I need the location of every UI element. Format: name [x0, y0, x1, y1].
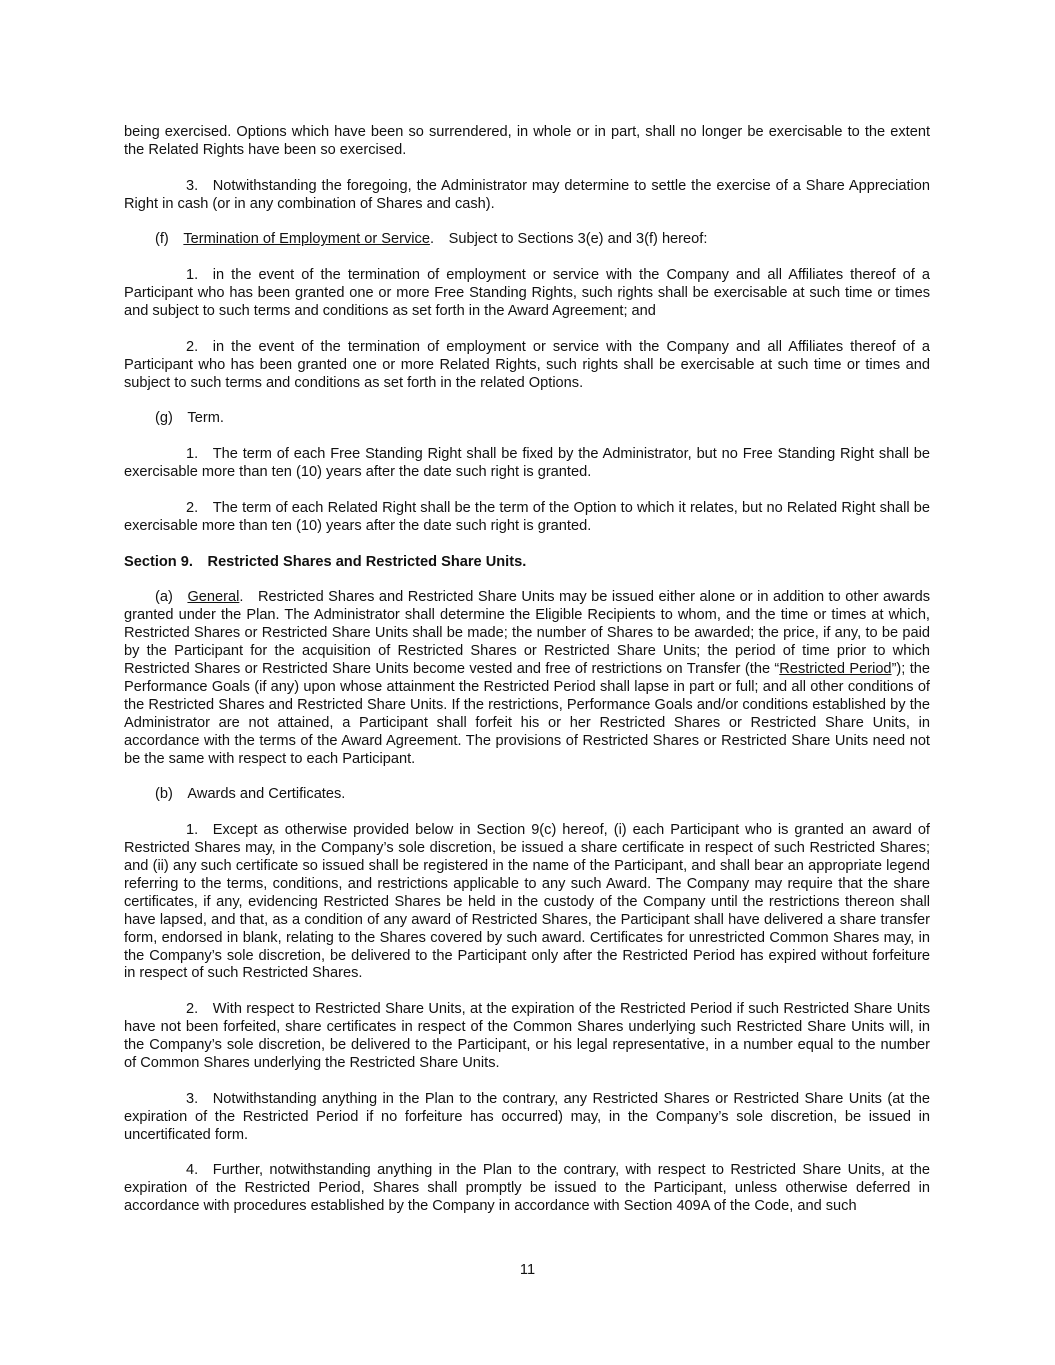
- paragraph-b3: 3. Notwithstanding anything in the Plan to the contrary, any Restricted Shares or Restricted Share Units (at the expiration of the Restricted Period if no forfeiture has occurred) may, in the Company’s sole discretion, be issued in uncertificated form.: [124, 1090, 930, 1143]
- subsection-f-label: (f): [155, 231, 184, 248]
- subsection-f-text: . Subject to Sections 3(e) and 3(f) hereof:: [429, 231, 708, 248]
- paragraph-g2: 2. The term of each Related Right shall be the term of the Option to which it relates, but no Related Right shall be exercisable more than ten (10) years after the date such right is granted.: [124, 499, 930, 534]
- page-number: 11: [519, 1262, 536, 1278]
- paragraph-continuation: being exercised. Options which have been so surrendered, in whole or in part, shall no longer be exercisable to the extent the Related Rights have been so exercised.: [124, 124, 930, 158]
- paragraph-b2: 2. With respect to Restricted Share Units, at the expiration of the Restricted Period if such Restricted Share Units have not been forfeited, share certificates in respect of the Common Shares underlying such Restricted Share Units will, in the Company’s sole discretion, be delivered to the Participant, or his legal representative, in a number equal to the number of Common Shares underlying the Restricted Share Units.: [124, 1001, 930, 1071]
- document-page: [124, 124, 930, 1216]
- paragraph-b1: 1. Except as otherwise provided below in Section 9(c) hereof, (i) each Participant who is granted an award of Restricted Shares may, in the Company’s sole discretion, be issued a share certificate in respect of such Restricted Shares; and (ii) any such certificate so issued shall be registered in the name of the Participant, and shall bear an appropriate legend referring to the terms, conditions, and restrictions applicable to any such Award. The Company may require that the share certificates, if any, evidencing Restricted Shares be held in the custody of the Company until the restrictions thereon shall have lapsed, and that, as a condition of any award of Restricted Shares, the Participant shall have delivered a share transfer form, endorsed in blank, relating to the Shares covered by such award. Certificates for unrestricted Common Shares may, in the Company’s sole discretion, be delivered to the Participant only after the Restricted Period has expired without forfeiture in respect of such Restricted Shares.: [124, 822, 930, 982]
- paragraph-b4: 4. Further, notwithstanding anything in the Plan to the contrary, with respect to Restricted Share Units, at the expiration of the Restricted Period, Shares shall promptly be issued to the Participant, unless otherwise deferred in accordance with procedures established by the Company in accordance with Section 409A of the Code, and such: [124, 1162, 930, 1215]
- paragraph-e3: 3. Notwithstanding the foregoing, the Administrator may determine to settle the exercise of a Share Appreciation Right in cash (or in any combination of Shares and cash).: [124, 177, 930, 212]
- paragraph-f2: 2. in the event of the termination of employment or service with the Company and all Affiliates thereof of a Participant who has been granted one or more Related Rights, such rights shall be exercisable at such time or times and subject to such terms and conditions as set forth in the related Options.: [124, 338, 930, 391]
- subsection-f-title: Termination of Employment or Service: [183, 231, 430, 248]
- subsection-g-heading: (g) Term.: [155, 410, 224, 427]
- subsection-a-text-2: ”); the Performance Goals (if any) upon whose attainment the Restricted Period shall lapse in part or full; and all other conditions of the Restricted Shares and Restricted Share Units. If the restrictions, Performance Goals and/or conditions established by the Administrator are not attained, a Participant shall forfeit his or her Restricted Shares or Restricted Share Units, in accordance with the terms of the Award Agreement. The provisions of Restricted Shares or Restricted Share Units need not be the same with respect to each Participant.: [124, 661, 930, 767]
- section-9-heading: Section 9. Restricted Shares and Restricted Share Units.: [124, 553, 527, 570]
- subsection-f-heading: [124, 231, 930, 249]
- subsection-a-label: (a): [155, 589, 188, 606]
- defined-term-restricted-period: Restricted Period: [779, 661, 892, 678]
- subsection-a-text-1: . Restricted Shares and Restricted Share Units may be issued either alone or in addition to other awards granted under the Plan. The Administrator shall determine the Eligible Recipients to whom, and the time or times at which, Restricted Shares or Restricted Share Units shall be made; the number of Shares to be awarded; the price, if any, to be paid by the Participant for the acquisition of Restricted Shares or Restricted Share Units; the period of time prior to which Restricted Shares or Restricted Share Units become vested and free of restrictions on Transfer (the “: [124, 589, 930, 678]
- paragraph-g1: 1. The term of each Free Standing Right shall be fixed by the Administrator, but no Free Standing Right shall be exercisable more than ten (10) years after the date such right is granted.: [124, 446, 930, 481]
- paragraph-f1: 1. in the event of the termination of employment or service with the Company and all Affiliates thereof of a Participant who has been granted one or more Free Standing Rights, such rights shall be exercisable at such time or times and subject to such terms and conditions as set forth in the Award Agreement; and: [124, 267, 930, 320]
- subsection-b-heading: (b) Awards and Certificates.: [155, 786, 346, 803]
- subsection-a-paragraph: [124, 589, 930, 768]
- subsection-a-title: General: [187, 589, 240, 606]
